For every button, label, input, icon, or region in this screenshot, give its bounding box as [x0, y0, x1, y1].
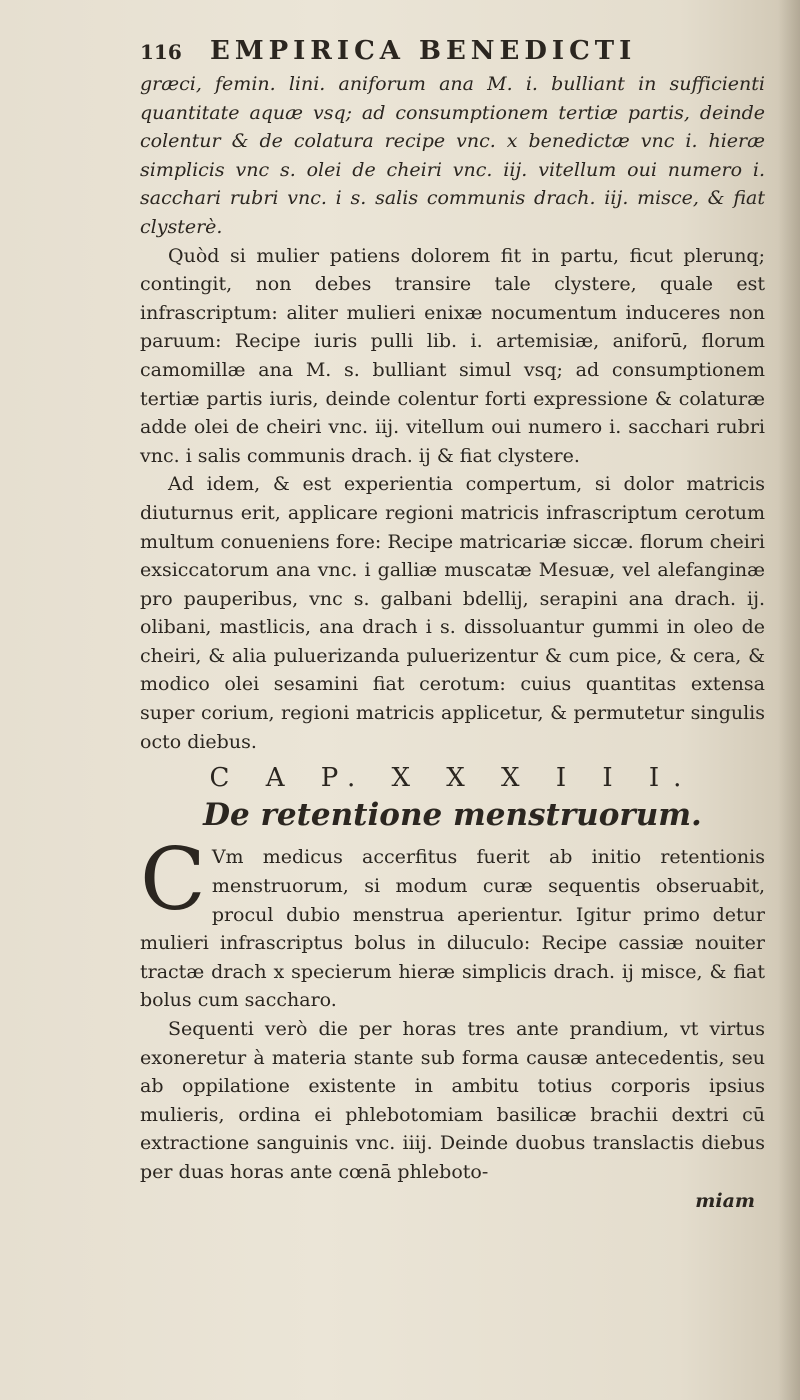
opening-paragraph-text: Vm medicus accerfitus fuerit ab initio retentionis menstruorum, si modum curæ sequentis obseruabit, procul dubio menstrua aperientur. Igitur primo detur mulieri infrascriptus bolus in diluculo: Recipe cassiæ nouiter tractæ drach x specierum hieræ simplicis drach. ij misce, & fiat bolus cum saccharo. [140, 846, 765, 1012]
paragraph-2: Quòd si mulier patiens dolorem fit in partu, ficut plerunq; contingit, non debes transire tale clystere, quale est infrascriptum: aliter mulieri enixæ nocumentum induceres non paruum: Recipe iuris pulli lib. i. artemisiæ, aniforū, florum camomillæ ana M. s. bulliant simul vsq; ad consumptionem tertiæ partis iuris, deinde colentur forti expressione & colaturæ adde olei de cheiri vnc. iij. vitellum oui numero i. sacchari rubri vnc. i salis communis drach. ij & fiat clystere. [140, 244, 765, 467]
final-paragraph: Sequenti verò die per horas tres ante prandium, vt virtus exoneretur à materia stante sub forma causæ antecedentis, seu ab oppilatione existente in ambitu totius corporis ipsius mulieris, ordina ei phlebotomiam basilicæ brachii dextri cū extractione sanguinis vnc. iiij. Deinde duobus translactis diebus per duas horas ante cœnā phleboto- [140, 1018, 765, 1183]
drop-cap: C [140, 830, 206, 931]
opening-paragraph [140, 830, 765, 1015]
running-head-title: EMPIRICA BENEDICTI [210, 36, 637, 66]
section-title: De retentione menstruorum. [203, 796, 702, 833]
running-head [140, 36, 760, 66]
recipe-paragraph-1: græci, femin. lini. aniforum ana M. i. bulliant in sufficienti quantitate aquæ vsq; ad consumptionem tertiæ partis, deinde colentur & de colatura recipe vnc. x benedictæ vnc i. hieræ simplicis vnc s. olei de cheiri vnc. iij. vitellum oui numero i. sacchari rubri vnc. i s. salis communis drach. iij. misce, & fiat clysterè. [140, 73, 765, 238]
page-body [140, 70, 765, 1215]
catchword: miam [695, 1189, 755, 1212]
chapter-label: C A P. X X X I I I. [209, 763, 696, 794]
page-number: 116 [140, 40, 182, 64]
page-edge-shadow [778, 0, 800, 1400]
paragraph-3: Ad idem, & est experientia compertum, si dolor matricis diuturnus erit, applicare regioni matricis infrascriptum cerotum multum conueniens fore: Recipe matricariæ siccæ. florum cheiri exsiccatorum ana vnc. i galliæ muscatæ Mesuæ, vel alefanginæ pro pauperibus, vnc s. galbani bdellij, serapini ana drach. ij. olibani, mastlicis, ana drach i s. dissoluantur gummi in oleo de cheiri, & alia puluerizanda puluerizentur & cum pice, & cera, & modico olei sesamini fiat cerotum: cuius quantitas extensa super corium, regioni matricis applicetur, & permutetur singulis octo diebus. [140, 473, 765, 753]
